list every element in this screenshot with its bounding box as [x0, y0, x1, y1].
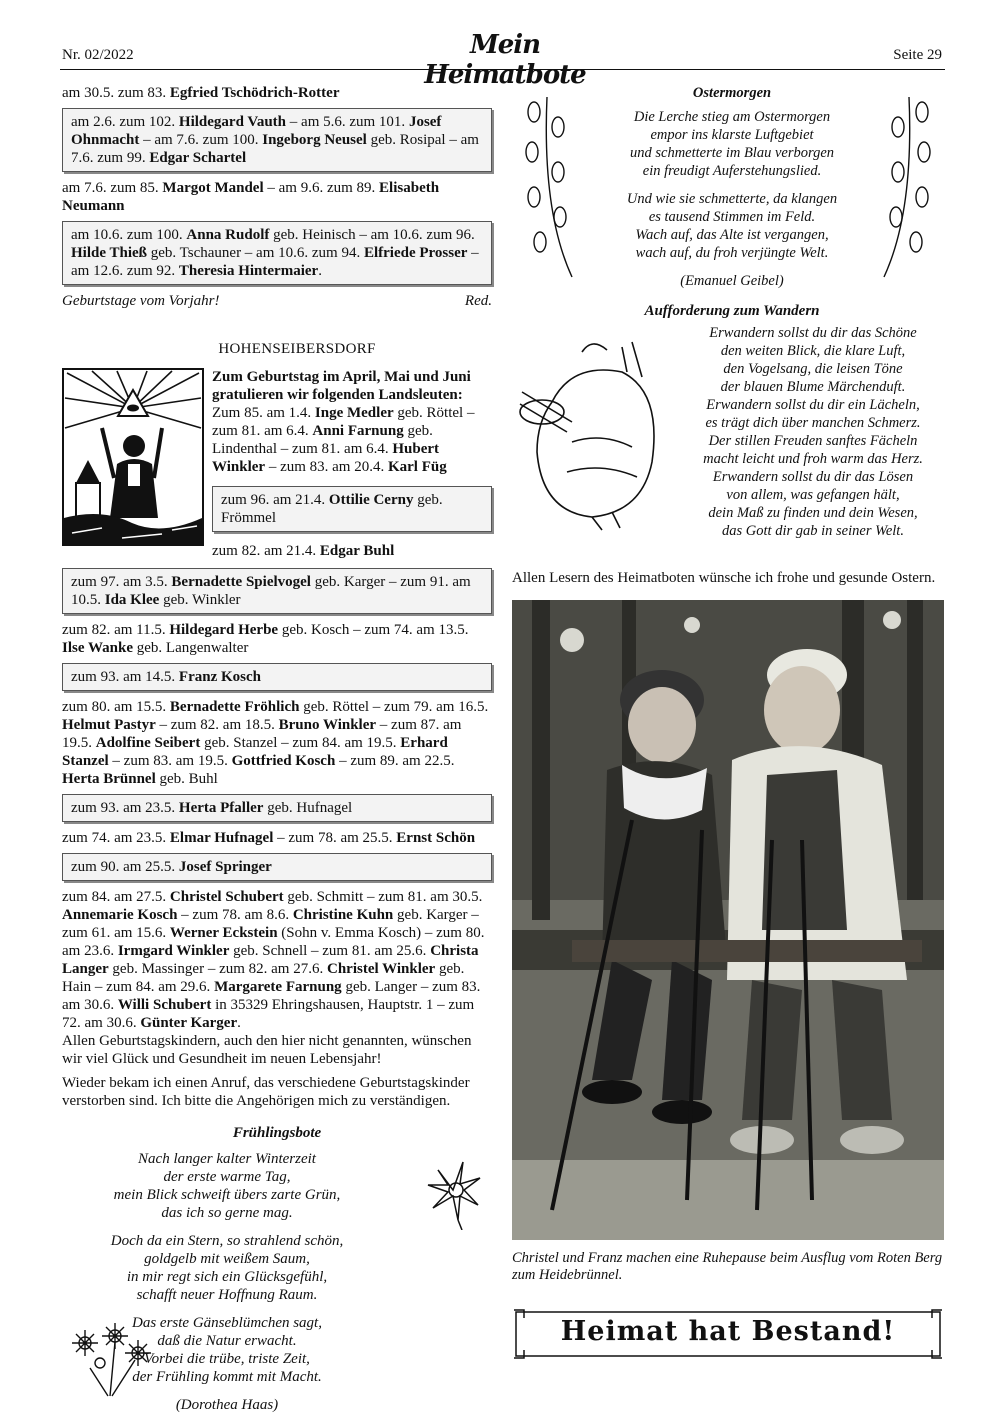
poem-line: goldgelb mit weißem Saum,	[144, 1251, 310, 1267]
newspaper-logo: Mein Heimatbote	[424, 30, 586, 90]
birthday-box: zum 93. am 23.5. Herta Pfaller geb. Hufnagel	[62, 794, 492, 822]
poem-line: macht leicht und froh warm das Herz.	[703, 451, 923, 467]
hohenseibersdorf-intro	[62, 368, 492, 560]
birthday-paragraph: zum 80. am 15.5. Bernadette Fröhlich geb. Röttel – zum 79. am 16.5. Helmut Pastyr – zum 82. am 18.5. Bruno Winkler – zum 87. am 19.5. Adolfine Seibert geb. Stanzel – zum 84. am 19.5. Erhard Stanzel – zum 83. am 19.5. Gottfried Kosch – zum 89. am 22.5. Herta Brünnel geb. Buhl	[62, 699, 489, 787]
poem-line: der erste warme Tag,	[163, 1169, 291, 1185]
poem-line: Erwandern sollst du dir das Schöne	[709, 325, 917, 341]
poem-ostermorgen	[592, 108, 872, 262]
note-row	[62, 292, 492, 310]
photo-caption: Christel und Franz machen eine Ruhepause beim Ausflug vom Roten Berg zum Heidebrünnel.	[512, 1250, 943, 1283]
birthday-paragraph: zum 84. am 27.5. Christel Schubert geb. Schmitt – zum 81. am 30.5. Annemarie Kosch – zum 78. am 8.6. Christine Kuhn geb. Karger – zum 61. am 15.6. Werner Eckstein (Sohn v. Emma Kosch) – zum 80. am 23.6. Irmgard Winkler geb. Schnell – zum 81. am 25.6. Christa Langer geb. Massinger – zum 82. am 27.6. Christel Winkler geb. Hain – zum 84. am 29.6. Margarete Farnung geb. Langer – zum 83. am 30.6. Willi Schubert in 35329 Ehringshausen, Hauptstr. 1 – zum 72. am 30.6. Günter Karger.	[62, 889, 485, 1031]
poem-stanza	[682, 396, 944, 468]
poem-line: empor ins klarste Luftgebiet	[650, 127, 814, 143]
birthday-paragraph: Zum Geburtstag im April, Mai und Juni gratulieren wir folgenden Landsleuten: Zum 85. am 1.4. Inge Medler geb. Röttel – zum 81. am 6.4. Anni Farnung geb. Lindenthal – zum 81. am 6.4. Hubert Winkler – zum 83. am 20.4. Karl Füg	[212, 369, 475, 475]
issue-number: Nr. 02/2022	[62, 47, 134, 63]
birthday-box: zum 96. am 21.4. Ottilie Cerny geb. Frömmel	[212, 486, 492, 532]
header-rule	[60, 69, 945, 70]
page-number: Seite 29	[893, 47, 942, 63]
wishes-paragraph: Allen Geburtstagskindern, auch den hier nicht genannten, wünschen wir viel Glück und Gesundheit im neuen Lebensjahr!	[62, 1033, 472, 1067]
right-column	[512, 84, 944, 587]
poem-line: es tausend Stimmen im Feld.	[648, 209, 816, 225]
poem-stanza	[62, 1232, 392, 1304]
poem-title: Aufforderung zum Wandern	[644, 303, 820, 319]
poem-stanza	[62, 1150, 392, 1222]
woodcut-illustration	[62, 368, 204, 546]
birthday-box: zum 93. am 14.5. Franz Kosch	[62, 663, 492, 691]
wander-block	[512, 302, 944, 567]
poem-line: Die Lerche stieg am Ostermorgen	[633, 109, 831, 125]
poem-line: Das erste Gänseblümchen sagt,	[132, 1315, 322, 1331]
poem-line: Wach auf, das Alte ist vergangen,	[635, 227, 829, 243]
birthday-paragraph: am 7.6. zum 85. Margot Mandel – am 9.6. zum 89. Elisabeth Neumann	[62, 180, 440, 214]
birthday-paragraph: zum 82. am 11.5. Hildegard Herbe geb. Kosch – zum 74. am 13.5. Ilse Wanke geb. Langenwalter	[62, 622, 469, 656]
poem-author: (Dorothea Haas)	[175, 1397, 279, 1413]
poem-line: wach auf, du froh verjüngte Welt.	[635, 245, 829, 261]
poem-line: Nach langer kalter Winterzeit	[138, 1151, 316, 1167]
left-column	[62, 84, 492, 1414]
poem-stanza	[592, 190, 872, 262]
poem-line: der blauen Blume Märchenduft.	[720, 379, 906, 395]
birthday-paragraph: am 30.5. zum 83. Egfried Tschödrich-Rotter	[62, 85, 340, 101]
poem-line: Erwandern sollst du dir ein Lächeln,	[706, 397, 920, 413]
poem-line: in mir regt sich ein Glücksgefühl,	[126, 1269, 328, 1285]
poem-stanza	[682, 324, 944, 396]
birthday-box: am 2.6. zum 102. Hildegard Vauth – am 5.6. zum 101. Josef Ohnmacht – am 7.6. zum 100. Ingeborg Neusel geb. Rosipal – am 7.6. zum 99. Edgar Schartel	[62, 108, 492, 172]
poem-line: es trägt dich über manchen Schmerz.	[705, 415, 921, 431]
poem-stanza	[592, 108, 872, 180]
poem-line: der Frühling kommt mit Macht.	[132, 1369, 322, 1385]
willow-branch-icon	[512, 92, 582, 282]
poem-line: Vorbei die trübe, triste Zeit,	[144, 1351, 310, 1367]
daisy-bouquet-icon	[60, 1318, 160, 1398]
poem-line: Und wie sie schmetterte, da klangen	[626, 191, 838, 207]
poem-line: den Vogelsang, die leisen Töne	[723, 361, 903, 377]
poem-line: Der stillen Freuden sanftes Fächeln	[708, 433, 918, 449]
poem-line: schafft neuer Hoffnung Raum.	[136, 1287, 318, 1303]
poem-line: mein Blick schweift übers zarte Grün,	[113, 1187, 341, 1203]
poem-title: Ostermorgen	[692, 85, 772, 101]
poem-author: (Emanuel Geibel)	[680, 273, 784, 289]
birthday-intro-text	[212, 368, 492, 560]
couple-photo	[512, 600, 944, 1240]
ostermorgen-text	[592, 84, 872, 290]
poem-line: den weiten Blick, die klare Luft,	[720, 343, 906, 359]
poem-line: das Gott dir gab in seiner Welt.	[722, 523, 904, 539]
notice-paragraph: Wieder bekam ich einen Anruf, das verschiedene Geburtstagskinder verstorben sind. Ich bitte die Angehörigen mich zu verständigen.	[62, 1075, 470, 1109]
slogan-text: Heimat hat Bestand!	[560, 1316, 896, 1347]
section-title: HOHENSEIBERSDORF	[218, 341, 376, 357]
ostermorgen-block	[512, 84, 944, 294]
poem-line: von allem, was gefangen hält,	[726, 487, 900, 503]
easter-greeting: Allen Lesern des Heimatboten wünsche ich frohe und gesunde Ostern.	[512, 570, 936, 586]
poem-line: das ich so gerne mag.	[161, 1205, 293, 1221]
poem-line: Doch da ein Stern, so strahlend schön,	[110, 1233, 344, 1249]
birthday-box: zum 90. am 25.5. Josef Springer	[62, 853, 492, 881]
poem-title: Frühlingsbote	[232, 1125, 322, 1141]
poem-line: dein Maß zu finden und dein Wesen,	[708, 505, 918, 521]
poem-stanza	[682, 468, 944, 540]
backpack-icon	[512, 332, 672, 532]
birthday-paragraph: zum 82. am 21.4. Edgar Buhl	[212, 543, 395, 559]
poem-wandern	[682, 324, 944, 540]
poem-line: daß die Natur erwacht.	[157, 1333, 297, 1349]
poem-line: Erwandern sollst du dir das Lösen	[712, 469, 914, 485]
birthday-box: zum 97. am 3.5. Bernadette Spielvogel geb. Karger – zum 91. am 10.5. Ida Klee geb. Winkler	[62, 568, 492, 614]
note-text: Geburtstage vom Vorjahr!	[62, 293, 220, 309]
birthday-box: am 10.6. zum 100. Anna Rudolf geb. Heinisch – am 10.6. zum 96. Hilde Thieß geb. Tschauner – am 10.6. zum 94. Elfriede Prosser – am 12.6. zum 92. Theresia Hintermaier.	[62, 221, 492, 285]
poem-line: ein freudigt Auferstehungslied.	[642, 163, 822, 179]
daffodil-icon	[418, 1150, 488, 1230]
birthday-paragraph: zum 74. am 23.5. Elmar Hufnagel – zum 78. am 25.5. Ernst Schön	[62, 830, 476, 846]
poem-line: und schmetterte im Blau verborgen	[629, 145, 835, 161]
editor-mark: Red.	[464, 293, 492, 309]
willow-branch-icon	[874, 92, 944, 282]
